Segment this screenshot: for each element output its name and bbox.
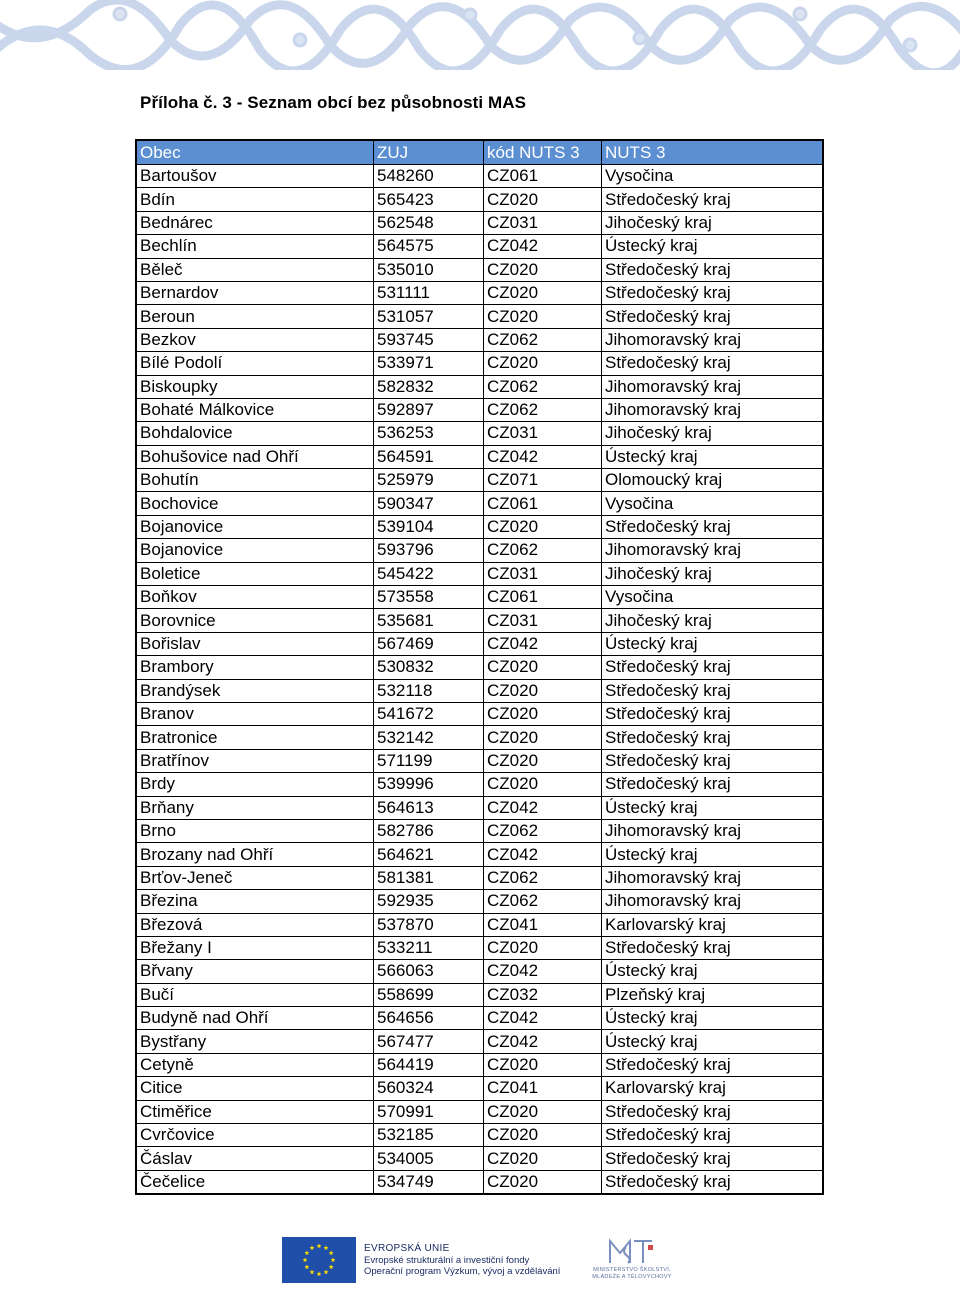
table-row (137, 679, 823, 702)
cell-zuj: 534749 (374, 1170, 484, 1193)
cell-zuj: 535681 (374, 609, 484, 632)
cell-nuts3: Jihočeský kraj (602, 422, 823, 445)
eu-star-icon (324, 1270, 329, 1275)
cell-zuj: 566063 (374, 960, 484, 983)
cell-zuj: 539104 (374, 515, 484, 538)
cell-nuts3: Středočeský kraj (602, 515, 823, 538)
cell-zuj: 590347 (374, 492, 484, 515)
cell-nuts3: Jihomoravský kraj (602, 398, 823, 421)
cell-nuts3-code: CZ020 (484, 749, 602, 772)
cell-nuts3-code: CZ020 (484, 515, 602, 538)
cell-obec: Brňany (137, 796, 374, 819)
table-row (137, 235, 823, 258)
cell-nuts3: Středočeský kraj (602, 656, 823, 679)
cell-nuts3-code: CZ020 (484, 1147, 602, 1170)
cell-obec: Brno (137, 819, 374, 842)
cell-zuj: 536253 (374, 422, 484, 445)
eu-star-icon (317, 1243, 322, 1248)
table-row (137, 352, 823, 375)
table-row (137, 281, 823, 304)
decorative-header-band (0, 0, 960, 70)
eu-star-icon (329, 1264, 334, 1269)
cell-nuts3-code: CZ061 (484, 586, 602, 609)
table-header-row (137, 141, 823, 165)
cell-nuts3-code: CZ041 (484, 913, 602, 936)
eu-caption-line3: Operační program Výzkum, vývoj a vzdělávání (364, 1266, 561, 1277)
cell-zuj: 593745 (374, 328, 484, 351)
cell-nuts3-code: CZ032 (484, 983, 602, 1006)
cell-nuts3: Středočeský kraj (602, 1147, 823, 1170)
cell-nuts3-code: CZ061 (484, 492, 602, 515)
cell-obec: Bezkov (137, 328, 374, 351)
cell-zuj: 558699 (374, 983, 484, 1006)
table-row (137, 1007, 823, 1030)
cell-nuts3: Ústecký kraj (602, 1030, 823, 1053)
cell-nuts3-code: CZ071 (484, 469, 602, 492)
cell-nuts3: Jihomoravský kraj (602, 539, 823, 562)
cell-nuts3: Ústecký kraj (602, 445, 823, 468)
table-row (137, 702, 823, 725)
cell-nuts3: Ústecký kraj (602, 632, 823, 655)
table-row (137, 469, 823, 492)
table-row (137, 936, 823, 959)
msmt-caption-line2: MLÁDEŽE A TĚLOVÝCHOVY (592, 1274, 672, 1280)
cell-nuts3-code: CZ042 (484, 445, 602, 468)
eu-star-icon (303, 1257, 308, 1262)
cell-obec: Borovnice (137, 609, 374, 632)
table-row (137, 656, 823, 679)
cell-obec: Bohaté Málkovice (137, 398, 374, 421)
table-row (137, 398, 823, 421)
cell-nuts3: Vysočina (602, 586, 823, 609)
table-row (137, 890, 823, 913)
cell-obec: Branov (137, 702, 374, 725)
cell-zuj: 593796 (374, 539, 484, 562)
cell-obec: Biskoupky (137, 375, 374, 398)
cell-obec: Brozany nad Ohří (137, 843, 374, 866)
cell-nuts3-code: CZ062 (484, 398, 602, 421)
cell-zuj: 564591 (374, 445, 484, 468)
cell-obec: Běleč (137, 258, 374, 281)
msmt-caption (582, 1267, 682, 1281)
cell-obec: Citice (137, 1077, 374, 1100)
cell-zuj: 562548 (374, 211, 484, 234)
cell-obec: Bratřínov (137, 749, 374, 772)
table-row (137, 1147, 823, 1170)
cell-zuj: 530832 (374, 656, 484, 679)
cell-nuts3-code: CZ042 (484, 960, 602, 983)
table-row (137, 211, 823, 234)
cell-nuts3-code: CZ062 (484, 866, 602, 889)
eu-star-icon (317, 1271, 322, 1276)
eu-star-icon (324, 1245, 329, 1250)
table-body (137, 165, 823, 1194)
cell-obec: Bohušovice nad Ohří (137, 445, 374, 468)
cell-nuts3: Karlovarský kraj (602, 913, 823, 936)
cell-nuts3-code: CZ020 (484, 305, 602, 328)
table-row (137, 258, 823, 281)
eu-star-icon (304, 1264, 309, 1269)
eu-flag-icon (282, 1237, 356, 1283)
table-row (137, 1170, 823, 1193)
eu-caption-line1: EVROPSKÁ UNIE (364, 1243, 450, 1254)
cell-nuts3-code: CZ020 (484, 679, 602, 702)
cell-nuts3: Středočeský kraj (602, 773, 823, 796)
cell-nuts3: Středočeský kraj (602, 679, 823, 702)
table-row (137, 305, 823, 328)
cell-zuj: 564613 (374, 796, 484, 819)
cell-nuts3-code: CZ062 (484, 890, 602, 913)
cell-nuts3-code: CZ020 (484, 188, 602, 211)
table-row (137, 165, 823, 188)
cell-obec: Bohutín (137, 469, 374, 492)
cell-zuj: 592935 (374, 890, 484, 913)
cell-obec: Březina (137, 890, 374, 913)
footer-logos (282, 1237, 682, 1283)
cell-zuj: 532118 (374, 679, 484, 702)
column-header-zuj: ZUJ (374, 141, 484, 165)
cell-obec: Budyně nad Ohří (137, 1007, 374, 1030)
cell-zuj: 531057 (374, 305, 484, 328)
cell-nuts3: Jihomoravský kraj (602, 890, 823, 913)
cell-nuts3: Vysočina (602, 165, 823, 188)
cell-zuj: 535010 (374, 258, 484, 281)
table-row (137, 796, 823, 819)
cell-zuj: 582832 (374, 375, 484, 398)
cell-zuj: 560324 (374, 1077, 484, 1100)
cell-obec: Bechlín (137, 235, 374, 258)
cell-obec: Cvrčovice (137, 1124, 374, 1147)
cell-nuts3-code: CZ042 (484, 632, 602, 655)
column-header-obec: Obec (137, 141, 374, 165)
cell-nuts3-code: CZ020 (484, 1053, 602, 1076)
municipality-table (136, 140, 823, 1194)
cell-nuts3-code: CZ031 (484, 609, 602, 632)
cell-nuts3-code: CZ042 (484, 1007, 602, 1030)
cell-obec: Břvany (137, 960, 374, 983)
table-row (137, 422, 823, 445)
table-row (137, 960, 823, 983)
cell-zuj: 571199 (374, 749, 484, 772)
cell-nuts3-code: CZ020 (484, 702, 602, 725)
cell-nuts3: Ústecký kraj (602, 235, 823, 258)
cell-obec: Cetyně (137, 1053, 374, 1076)
cell-nuts3-code: CZ042 (484, 843, 602, 866)
cell-nuts3: Středočeský kraj (602, 936, 823, 959)
cell-obec: Brambory (137, 656, 374, 679)
cell-obec: Bohdalovice (137, 422, 374, 445)
cell-nuts3: Jihočeský kraj (602, 609, 823, 632)
table-row (137, 562, 823, 585)
cell-zuj: 581381 (374, 866, 484, 889)
eu-star-icon (329, 1250, 334, 1255)
cell-nuts3: Středočeský kraj (602, 352, 823, 375)
cell-nuts3: Jihomoravský kraj (602, 328, 823, 351)
cell-zuj: 541672 (374, 702, 484, 725)
cell-nuts3: Středočeský kraj (602, 726, 823, 749)
eu-star-icon (304, 1250, 309, 1255)
cell-nuts3-code: CZ041 (484, 1077, 602, 1100)
cell-nuts3: Jihomoravský kraj (602, 819, 823, 842)
cell-obec: Brandýsek (137, 679, 374, 702)
cell-nuts3-code: CZ062 (484, 539, 602, 562)
cell-obec: Beroun (137, 305, 374, 328)
table-row (137, 609, 823, 632)
cell-nuts3: Ústecký kraj (602, 960, 823, 983)
cell-nuts3-code: CZ042 (484, 235, 602, 258)
cell-nuts3: Ústecký kraj (602, 843, 823, 866)
cell-obec: Bratronice (137, 726, 374, 749)
table-row (137, 539, 823, 562)
cell-nuts3: Plzeňský kraj (602, 983, 823, 1006)
cell-nuts3: Středočeský kraj (602, 188, 823, 211)
column-header-nuts3: NUTS 3 (602, 141, 823, 165)
cell-zuj: 533971 (374, 352, 484, 375)
cell-nuts3: Vysočina (602, 492, 823, 515)
cell-nuts3-code: CZ062 (484, 328, 602, 351)
cell-zuj: 532185 (374, 1124, 484, 1147)
cell-zuj: 539996 (374, 773, 484, 796)
table-row (137, 445, 823, 468)
table-row (137, 375, 823, 398)
table-row (137, 188, 823, 211)
cell-zuj: 565423 (374, 188, 484, 211)
cell-nuts3: Středočeský kraj (602, 305, 823, 328)
cell-nuts3: Středočeský kraj (602, 258, 823, 281)
table-row (137, 1053, 823, 1076)
cell-zuj: 570991 (374, 1100, 484, 1123)
cell-nuts3-code: CZ020 (484, 1124, 602, 1147)
cell-obec: Bernardov (137, 281, 374, 304)
table-row (137, 773, 823, 796)
cell-obec: Brdy (137, 773, 374, 796)
cell-obec: Březová (137, 913, 374, 936)
table-row (137, 492, 823, 515)
cell-obec: Čáslav (137, 1147, 374, 1170)
cell-nuts3-code: CZ020 (484, 1100, 602, 1123)
cell-nuts3: Jihomoravský kraj (602, 375, 823, 398)
cell-nuts3: Středočeský kraj (602, 1100, 823, 1123)
cell-zuj: 525979 (374, 469, 484, 492)
cell-zuj: 532142 (374, 726, 484, 749)
cell-zuj: 545422 (374, 562, 484, 585)
cell-zuj: 573558 (374, 586, 484, 609)
cell-nuts3: Jihočeský kraj (602, 211, 823, 234)
cell-obec: Ctiměřice (137, 1100, 374, 1123)
network-pattern-icon (0, 0, 960, 70)
table-row (137, 1100, 823, 1123)
cell-nuts3-code: CZ020 (484, 352, 602, 375)
cell-zuj: 567469 (374, 632, 484, 655)
table-row (137, 632, 823, 655)
table-row (137, 1077, 823, 1100)
cell-zuj: 567477 (374, 1030, 484, 1053)
table-row (137, 819, 823, 842)
cell-nuts3-code: CZ061 (484, 165, 602, 188)
cell-nuts3-code: CZ020 (484, 936, 602, 959)
cell-nuts3: Středočeský kraj (602, 1170, 823, 1193)
cell-zuj: 592897 (374, 398, 484, 421)
table-row (137, 866, 823, 889)
cell-zuj: 531111 (374, 281, 484, 304)
cell-nuts3: Středočeský kraj (602, 749, 823, 772)
table-row (137, 1124, 823, 1147)
cell-obec: Bořislav (137, 632, 374, 655)
cell-obec: Bojanovice (137, 515, 374, 538)
cell-zuj: 537870 (374, 913, 484, 936)
cell-zuj: 564621 (374, 843, 484, 866)
cell-nuts3: Středočeský kraj (602, 281, 823, 304)
cell-obec: Bednárec (137, 211, 374, 234)
eu-stars-icon (282, 1237, 356, 1283)
cell-zuj: 534005 (374, 1147, 484, 1170)
cell-obec: Břežany I (137, 936, 374, 959)
eu-star-icon (331, 1257, 336, 1262)
msmt-caption-line1: MINISTERSTVO ŠKOLSTVÍ, (593, 1267, 671, 1273)
cell-nuts3-code: CZ042 (484, 1030, 602, 1053)
column-header-nuts3-code: kód NUTS 3 (484, 141, 602, 165)
cell-nuts3-code: CZ042 (484, 796, 602, 819)
cell-nuts3-code: CZ062 (484, 375, 602, 398)
cell-nuts3-code: CZ020 (484, 258, 602, 281)
cell-nuts3-code: CZ020 (484, 1170, 602, 1193)
cell-nuts3: Středočeský kraj (602, 702, 823, 725)
cell-obec: Bučí (137, 983, 374, 1006)
cell-obec: Bojanovice (137, 539, 374, 562)
cell-nuts3: Středočeský kraj (602, 1053, 823, 1076)
msmt-logo (582, 1237, 682, 1283)
table-row (137, 843, 823, 866)
cell-nuts3-code: CZ020 (484, 656, 602, 679)
cell-nuts3: Karlovarský kraj (602, 1077, 823, 1100)
cell-nuts3-code: CZ031 (484, 562, 602, 585)
cell-nuts3: Středočeský kraj (602, 1124, 823, 1147)
cell-nuts3: Jihočeský kraj (602, 562, 823, 585)
cell-zuj: 564575 (374, 235, 484, 258)
cell-obec: Bdín (137, 188, 374, 211)
cell-nuts3: Ústecký kraj (602, 796, 823, 819)
cell-nuts3-code: CZ031 (484, 211, 602, 234)
cell-obec: Bystřany (137, 1030, 374, 1053)
cell-obec: Boňkov (137, 586, 374, 609)
cell-obec: Bartoušov (137, 165, 374, 188)
table-row (137, 749, 823, 772)
table-row (137, 726, 823, 749)
cell-nuts3-code: CZ020 (484, 726, 602, 749)
cell-zuj: 533211 (374, 936, 484, 959)
cell-zuj: 564419 (374, 1053, 484, 1076)
eu-star-icon (310, 1270, 315, 1275)
cell-nuts3: Olomoucký kraj (602, 469, 823, 492)
cell-zuj: 564656 (374, 1007, 484, 1030)
cell-nuts3: Jihomoravský kraj (602, 866, 823, 889)
cell-obec: Bochovice (137, 492, 374, 515)
page-title: Příloha č. 3 - Seznam obcí bez působnosti MAS (140, 93, 527, 112)
cell-obec: Boletice (137, 562, 374, 585)
cell-nuts3-code: CZ020 (484, 773, 602, 796)
msmt-mark-icon (582, 1237, 682, 1267)
cell-nuts3-code: CZ031 (484, 422, 602, 445)
table-row (137, 586, 823, 609)
eu-caption-line2: Evropské strukturální a investiční fondy (364, 1254, 530, 1266)
table-row (137, 983, 823, 1006)
table-row (137, 515, 823, 538)
eu-star-icon (310, 1245, 315, 1250)
cell-zuj: 548260 (374, 165, 484, 188)
table-row (137, 1030, 823, 1053)
cell-obec: Brťov-Jeneč (137, 866, 374, 889)
table-row (137, 913, 823, 936)
cell-nuts3: Ústecký kraj (602, 1007, 823, 1030)
cell-nuts3-code: CZ062 (484, 819, 602, 842)
cell-obec: Čečelice (137, 1170, 374, 1193)
cell-nuts3-code: CZ020 (484, 281, 602, 304)
cell-zuj: 582786 (374, 819, 484, 842)
eu-caption (364, 1243, 560, 1278)
table-row (137, 328, 823, 351)
cell-obec: Bílé Podolí (137, 352, 374, 375)
